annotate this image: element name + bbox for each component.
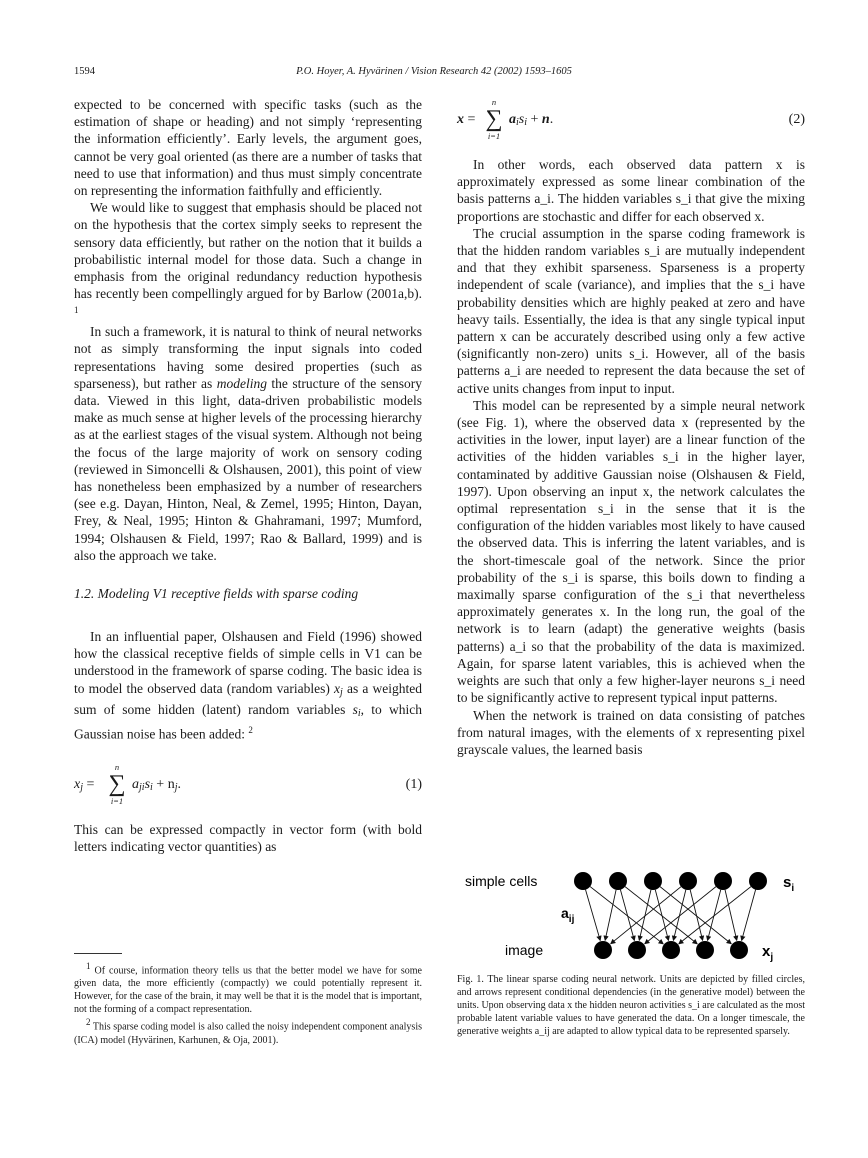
paragraph: This model can be represented by a simple neural network (see Fig. 1), where the observed data x (represented by the activities in the lower, input layer) are a linear function of the activities of the hidden variables s_i in the higher layer, contaminated by additive Gaussian noise (Olshausen & Field, 1997). Upon observing an input x, the network calculates the optimal representation s_i in the sense that it is the configuration of the hidden variables most likely to have caused the observed data. This is inferring the latent variables, and is the short-timescale goal of the network. Since the prior probability of the s_i is sparse, this boils down to finding a maximally sparse configuration of the s_i that nevertheless approximately generates x. In the long run, the goal of the network is to learn (adapt) the generative weights (basis patterns) a_i so that the probability of the data is maximized. Again, for sparse latent variables, this is achieved when the weights are such that only a few higher-layer neurons s_i need to be significantly active to represent typical input patterns. <box>457 397 805 706</box>
footnotes <box>74 960 422 1047</box>
footnote-marker: 2 <box>248 725 253 735</box>
hidden-unit <box>609 872 627 890</box>
hidden-unit <box>714 872 732 890</box>
dependency-arrow <box>611 887 681 944</box>
input-unit <box>662 941 680 959</box>
equation-number: (2) <box>788 112 805 127</box>
dependency-arrow <box>725 890 737 940</box>
footnote-rule <box>74 953 122 954</box>
hidden-unit <box>644 872 662 890</box>
paragraph: We would like to suggest that emphasis should be placed not on the hypothesis that the cortex simply seeks to represent the sensory data efficiently, but rather on the notion that it builds a probabilistic internal model for those data. Such a change in emphasis from the original redundancy reduction hypothesis has recently been compellingly argued for by Barlow (2001a,b). $^1$ <box>74 200 422 316</box>
dependency-arrow <box>742 890 756 941</box>
input-unit <box>730 941 748 959</box>
footnote-1: $^1$ Of course, information theory tells us that the better model we have for some given data, the more efficiently (compactly) we could potentially represent it. However, for the case of the brain, it may well be that it is the model that is important, not the forming of a compact representation. <box>74 961 422 1016</box>
input-unit <box>628 941 646 959</box>
dependency-arrow <box>673 890 685 941</box>
figure-caption: Fig. 1. The linear sparse coding neural network. Units are depicted by filled circles, and arrows represent conditional dependencies (in the generative model) between the units. Upon observing data x the hidden neuron activities s_i are calculated as the most probable latent variable values to have generated the data. On a longer timescale, the generative weights a_ij are adapted to allow typical data to be represented sparsely. <box>457 974 805 1037</box>
dependency-arrow <box>645 887 716 944</box>
label-xj: $x_j$ <box>762 943 774 963</box>
arrows <box>586 887 756 944</box>
label-image: image <box>505 942 544 958</box>
paragraph: In such a framework, it is natural to think of neural networks not as simply transforming the input signals into coded representations having some desired properties (such as sparseness), but rather as modeling the structure of the sensory data. Viewed in this light, data-driven probabilistic models make as much sense at higher levels of the processing hierarchy as at the earliest stages of the visual system. Although not being the focus of the large majority of work on sensory coding (reviewed in Simoncelli & Olshausen, 2001), this point of view has nonetheless been emphasized by a number of researchers (see e.g. Dayan, Hinton, Neal, & Zemel, 1995; Hinton, Dayan, Frey, & Neal, 1995; Hinton & Ghahramani, 1997; Mumford, 1994; Olshausen & Field, 1997; Rao & Ballard, 1999) and is also the approach we take. <box>74 324 422 563</box>
paragraph: expected to be concerned with specific tasks (such as the estimation of shape or heading) and not simply ‘representing the information efficiently’. Early levels, the argument goes, cannot be very goal oriented (as there are a number of tasks that need to use that information) and thus must simply concentrate on representing the information faithfully and efficiently. <box>74 97 422 199</box>
paragraph: The crucial assumption in the sparse coding framework is that the hidden random variables s_i are mutually independent and that they exhibit sparseness. Sparseness is a property independent of scale (variance), and implies that the s_i have probability densities which are highly peaked at zero and have heavy tails. Essentially, the idea is that any single typical input pattern x can be accurately described using only a few active (significantly non-zero) units s_i. However, all of the basis patterns a_i are needed to represent the data because the set of active units changes from input to input. <box>457 225 805 396</box>
right-column <box>457 96 805 758</box>
equation-2: x = n ∑ i=1 $a_is_i + n$. (2) <box>457 97 805 141</box>
label-si: $s_i$ <box>783 874 795 894</box>
summation-symbol: n ∑ i=1 <box>108 761 126 806</box>
paragraph: In an influential paper, Olshausen and Field (1996) showed how the classical receptive fields of simple cells in V1 can be understood in the framework of sparse coding. The basic idea is to model the observed data (random variables) $x_j$ as a weighted sum of some hidden (latent) random variables $s_i$, to which Gaussian noise has been added: $^2$ <box>74 628 422 742</box>
hidden-unit <box>574 872 592 890</box>
dependency-arrow <box>625 887 697 944</box>
footnote-2: $^2$ This sparse coding model is also called the noisy independent component analysis (ICA) model (Hyvärinen, Karhunen, & Oja, 2001). <box>74 1017 422 1046</box>
paragraph: In other words, each observed data pattern x is approximately expressed as some linear combination of the basis patterns a_i. The hidden variables s_i that give the mixing proportions are stochastic and differ for each observed x. <box>457 157 805 224</box>
input-unit <box>594 941 612 959</box>
equation-1: $x_j$ = n ∑ i=1 $a_{ji}s_i + n_j$. (1) <box>74 761 422 806</box>
paragraph: When the network is trained on data consisting of patches from natural images, with the elements of x representing pixel grayscale values, the learned basis <box>457 707 805 757</box>
dependency-arrow <box>605 890 616 940</box>
hidden-unit <box>679 872 697 890</box>
dependency-arrow <box>586 890 601 941</box>
section-heading: 1.2. Modeling V1 receptive fields with sparse coding <box>74 585 359 601</box>
equation-number: (1) <box>405 776 422 792</box>
summation-symbol: n ∑ i=1 <box>485 97 503 141</box>
footnote-marker: 1 <box>74 305 79 316</box>
units <box>574 872 767 959</box>
dependency-arrow <box>590 887 663 944</box>
paragraph: This can be expressed compactly in vector form (with bold letters indicating vector quantities) as <box>74 821 422 854</box>
page-number: 1594 <box>74 66 95 77</box>
dependency-arrow <box>708 890 721 941</box>
dependency-arrow <box>679 887 751 944</box>
figure-1-network-diagram <box>457 862 805 974</box>
running-title: P.O. Hoyer, A. Hyvärinen / Vision Research 42 (2002) 1593–1605 <box>296 66 572 77</box>
running-header <box>74 66 794 82</box>
input-unit <box>696 941 714 959</box>
label-aij: $a_{ij}$ <box>561 905 575 925</box>
dependency-arrow <box>655 890 668 941</box>
label-simple-cells: simple cells <box>465 873 538 889</box>
hidden-unit <box>749 872 767 890</box>
left-column <box>74 96 422 855</box>
dependency-arrow <box>620 890 634 941</box>
dependency-arrow <box>690 890 702 941</box>
network-svg <box>457 862 805 974</box>
